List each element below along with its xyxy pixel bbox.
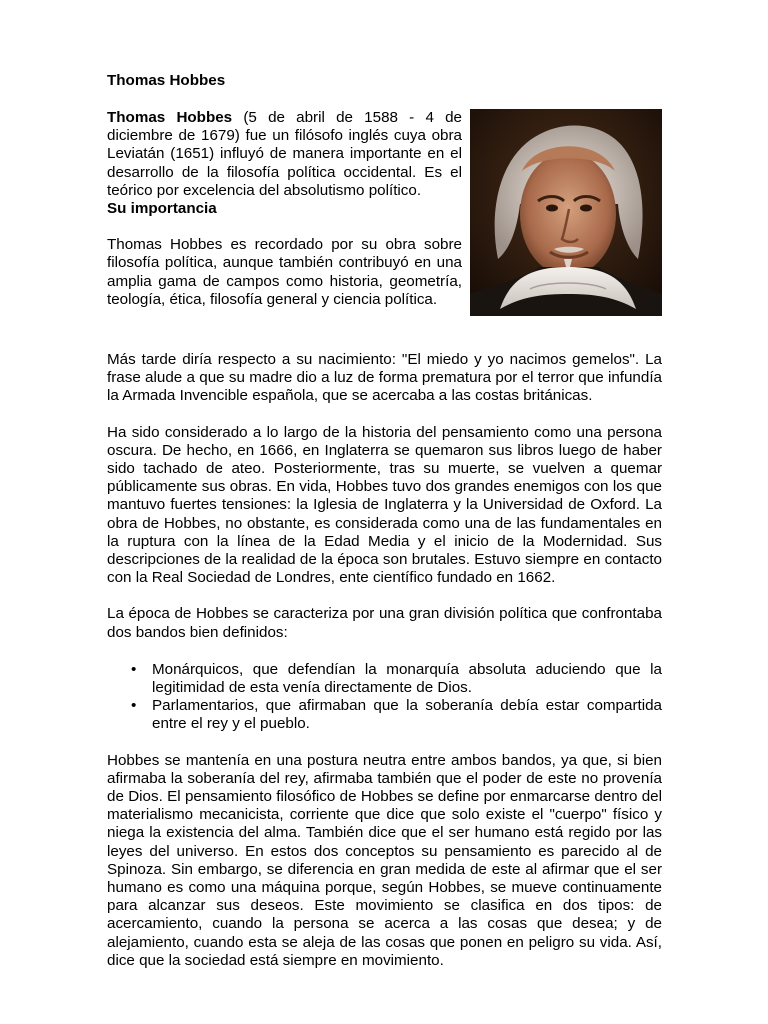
list-item: [131, 697, 662, 733]
hobbes-portrait-image: [470, 109, 662, 316]
factions-list: [107, 661, 662, 734]
bullet-glyph: •: [131, 697, 137, 715]
section-heading: Su importancia: [107, 200, 217, 218]
intro-block: [107, 109, 662, 351]
intro-text-column: [107, 109, 462, 309]
document-page: [107, 72, 662, 970]
intro-paragraph: [107, 109, 462, 200]
paragraph-closing: Hobbes se mantenía en una postura neutra entre ambos bandos, ya que, si bien afirmaba la soberanía del rey, afirmaba también que el poder de este no provenía de Dios. El pensamiento filosófico de Hobbes se define por enmarcarse dentro del materialismo mecanicista, corriente que dice que solo existe el "cuerpo" físico y niega la existencia del alma. También dice que el ser humano está regido por las leyes del universo. En estos dos conceptos su pensamiento es parecido al de Spinoza. Sin embargo, se diferencia en gran medida de este al afirmar que el ser humano es como una máquina porque, según Hobbes, se mueve continuamente para alcanzar sus deseos. Este movimiento se clasifica en dos tipos: de acercamiento, cuando la persona se acerca a las cosas que desea; y de alejamiento, cuando esta se aleja de las cosas que ponen en peligro su vida. Así, dice que la sociedad está siempre en movimiento.: [107, 751, 662, 969]
paragraph-epoch: La época de Hobbes se caracteriza por una gran división política que confrontaba dos bandos bien definidos:: [107, 605, 662, 641]
paragraph-birth: Más tarde diría respecto a su nacimiento: "El miedo y yo nacimos gemelos". La frase alude a que su madre dio a luz de forma prematura por el terror que infundía la Armada Invencible española, que se acercaba a las costas británicas.: [107, 351, 662, 405]
bullet-glyph: •: [131, 660, 137, 678]
intro-paragraph-text: (5 de abril de 1588 - 4 de diciembre de 1679) fue un filósofo inglés cuya obra Leviatán (1651) influyó de manera importante en el desarrollo de la filosofía política occidental. Es el teórico por excelencia del absolutismo político.: [107, 109, 462, 199]
intro-name-bold: Thomas Hobbes: [107, 109, 233, 126]
importance-paragraph: Thomas Hobbes es recordado por su obra sobre filosofía política, aunque también contribuyó en una amplia gama de campos como historia, geometría, teología, ética, filosofía general y ciencia política.: [107, 236, 462, 308]
list-item: [131, 660, 662, 697]
document-title: Thomas Hobbes: [107, 72, 226, 89]
list-item-text: Monárquicos, que defendían la monarquía absoluta aduciendo que la legitimidad de esta venía directamente de Dios.: [152, 660, 662, 697]
paragraph-history: Ha sido considerado a lo largo de la historia del pensamiento como una persona oscura. De hecho, en 1666, en Inglaterra se quemaron sus libros luego de haber sido tachado de ateo. Posteriormente, tras su muerte, se vuelven a quemar públicamente sus obras. En vida, Hobbes tuvo dos grandes enemigos con los que mantuvo fuertes tensiones: la Iglesia de Inglaterra y la Universidad de Oxford. La obra de Hobbes, no obstante, es considerada como una de las fundamentales en la ruptura con la línea de la Edad Media y el inicio de la Modernidad. Sus descripciones de la realidad de la época son brutales. Estuvo siempre en contacto con la Real Sociedad de Londres, ente científico fundado en 1662.: [107, 423, 662, 587]
list-item-text: Parlamentarios, que afirmaban que la soberanía debía estar compartida entre el rey y el pueblo.: [152, 697, 662, 733]
